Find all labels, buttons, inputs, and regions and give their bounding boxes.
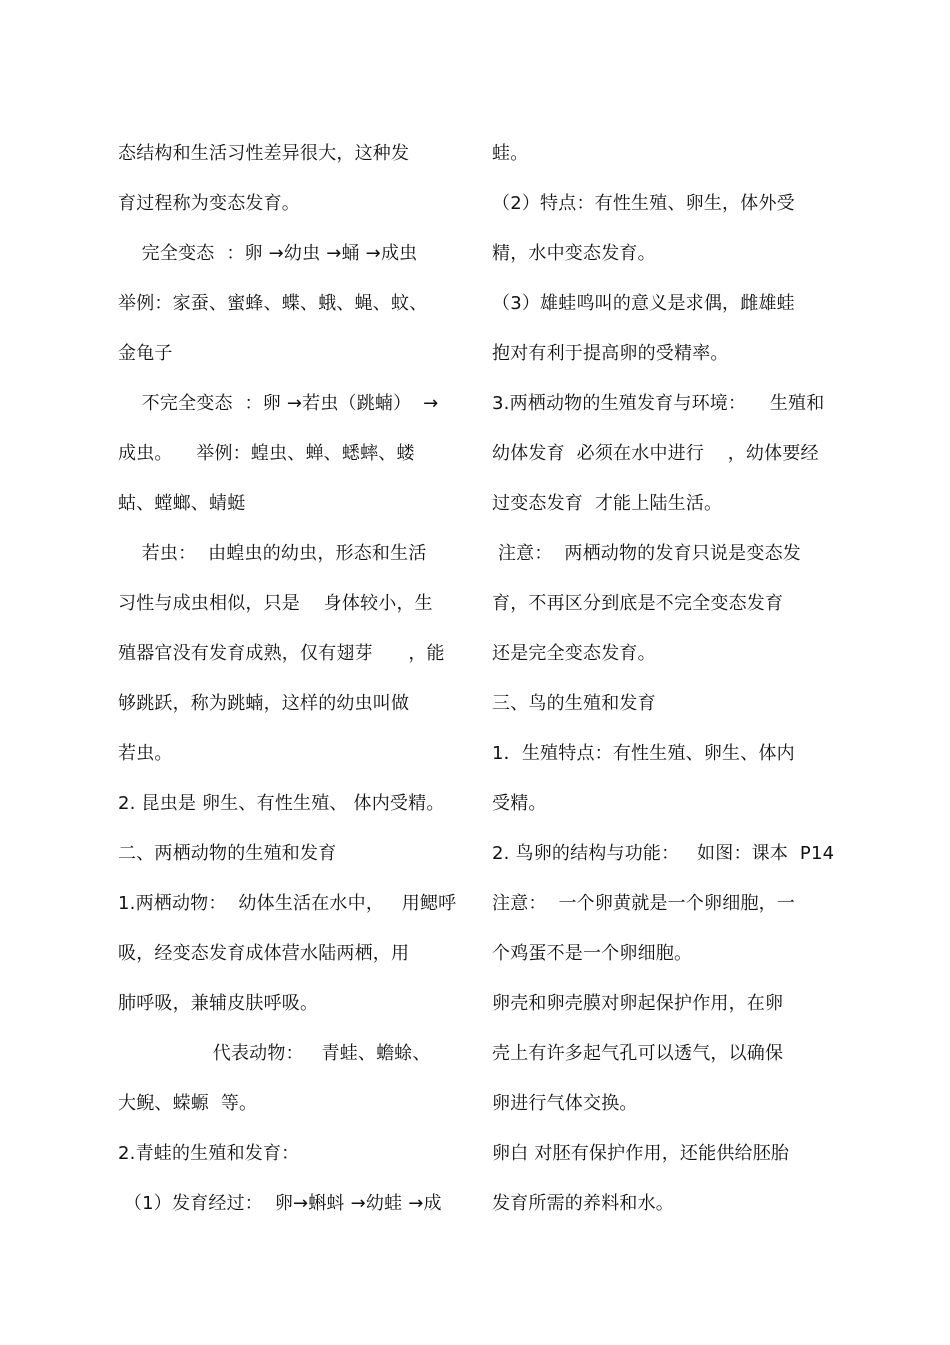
- text-line: 2.青蛙的生殖和发育：: [118, 1143, 300, 1164]
- text-line: 若虫： 由蝗虫的幼虫，形态和生活: [118, 543, 427, 564]
- text-line: （3）雄蛙鸣叫的意义是求偶，雌雄蛙: [492, 293, 795, 314]
- text-line: 卵进行气体交换。: [492, 1093, 638, 1114]
- text-line: 1.两栖动物： 幼体生活在水中， 用鳃呼: [118, 893, 457, 914]
- text-line: 卵白 对胚有保护作用，还能供给胚胎: [492, 1143, 790, 1164]
- text-line: 精，水中变态发育。: [492, 243, 656, 264]
- text-line: 2. 昆虫是 卵生、有性生殖、 体内受精。: [118, 793, 445, 814]
- text-line: 够跳跃，称为跳蝻，这样的幼虫叫做: [118, 693, 410, 714]
- text-line: 个鸡蛋不是一个卵细胞。: [492, 943, 693, 964]
- text-line: 成虫。 举例：蝗虫、蝉、蟋蟀、蝼: [118, 443, 415, 464]
- text-line: 完全变态 ：卵 →幼虫 →蛹 →成虫: [118, 243, 418, 264]
- text-line: 举例：家蚕、蜜蜂、蝶、蛾、蝇、蚊、: [118, 293, 428, 314]
- text-line: 育，不再区分到底是不完全变态发育: [492, 593, 784, 614]
- text-line: 吸，经变态发育成体营水陆两栖，用: [118, 943, 410, 964]
- text-line: 代表动物： 青蛙、蟾蜍、: [118, 1043, 431, 1064]
- text-line: 蛄、螳螂、蜻蜓: [118, 493, 246, 514]
- text-line: 态结构和生活习性差异很大，这种发: [118, 143, 410, 164]
- text-line: 注意： 两栖动物的发育只说是变态发: [492, 543, 801, 564]
- right-text-column: [492, 133, 842, 1233]
- text-line: 育过程称为变态发育。: [118, 193, 300, 214]
- text-line: 殖器官没有发育成熟，仅有翅芽 ，能: [118, 643, 445, 664]
- section-heading: 三、鸟的生殖和发育: [492, 693, 656, 714]
- section-heading: 二、两栖动物的生殖和发育: [118, 843, 337, 864]
- text-line: 3.两栖动物的生殖发育与环境： 生殖和: [492, 393, 825, 414]
- text-line: 过变态发育 才能上陆生活。: [492, 493, 723, 514]
- text-line: 蛙。: [492, 143, 529, 164]
- text-line: 不完全变态 ：卵 →若虫（跳蝻） →: [118, 393, 439, 414]
- text-line: 注意： 一个卵黄就是一个卵细胞，一: [492, 893, 796, 914]
- text-line: 卵壳和卵壳膜对卵起保护作用，在卵: [492, 993, 784, 1014]
- text-line: 金龟子: [118, 343, 173, 364]
- text-line: 习性与成虫相似，只是 身体较小，生: [118, 593, 433, 614]
- text-line: 受精。: [492, 793, 547, 814]
- text-line: 1．生殖特点：有性生殖、卵生、体内: [492, 743, 795, 764]
- text-line: 若虫。: [118, 743, 173, 764]
- text-line: 还是完全变态发育。: [492, 643, 656, 664]
- text-line: 幼体发育 必须在水中进行 ，幼体要经: [492, 443, 819, 464]
- text-line: 2. 鸟卵的结构与功能： 如图：课本 P14: [492, 843, 835, 864]
- text-line: 壳上有许多起气孔可以透气，以确保: [492, 1043, 784, 1064]
- text-line: 肺呼吸，兼辅皮肤呼吸。: [118, 993, 319, 1014]
- text-line: （1）发育经过： 卵→蝌蚪 →幼蛙 →成: [118, 1193, 442, 1214]
- left-text-column: [118, 133, 463, 1233]
- text-line: 抱对有利于提高卵的受精率。: [492, 343, 729, 364]
- text-line: 发育所需的养料和水。: [492, 1193, 674, 1214]
- text-line: （2）特点：有性生殖、卵生，体外受: [492, 193, 795, 214]
- text-line: 大鲵、蝾螈 等。: [118, 1093, 258, 1114]
